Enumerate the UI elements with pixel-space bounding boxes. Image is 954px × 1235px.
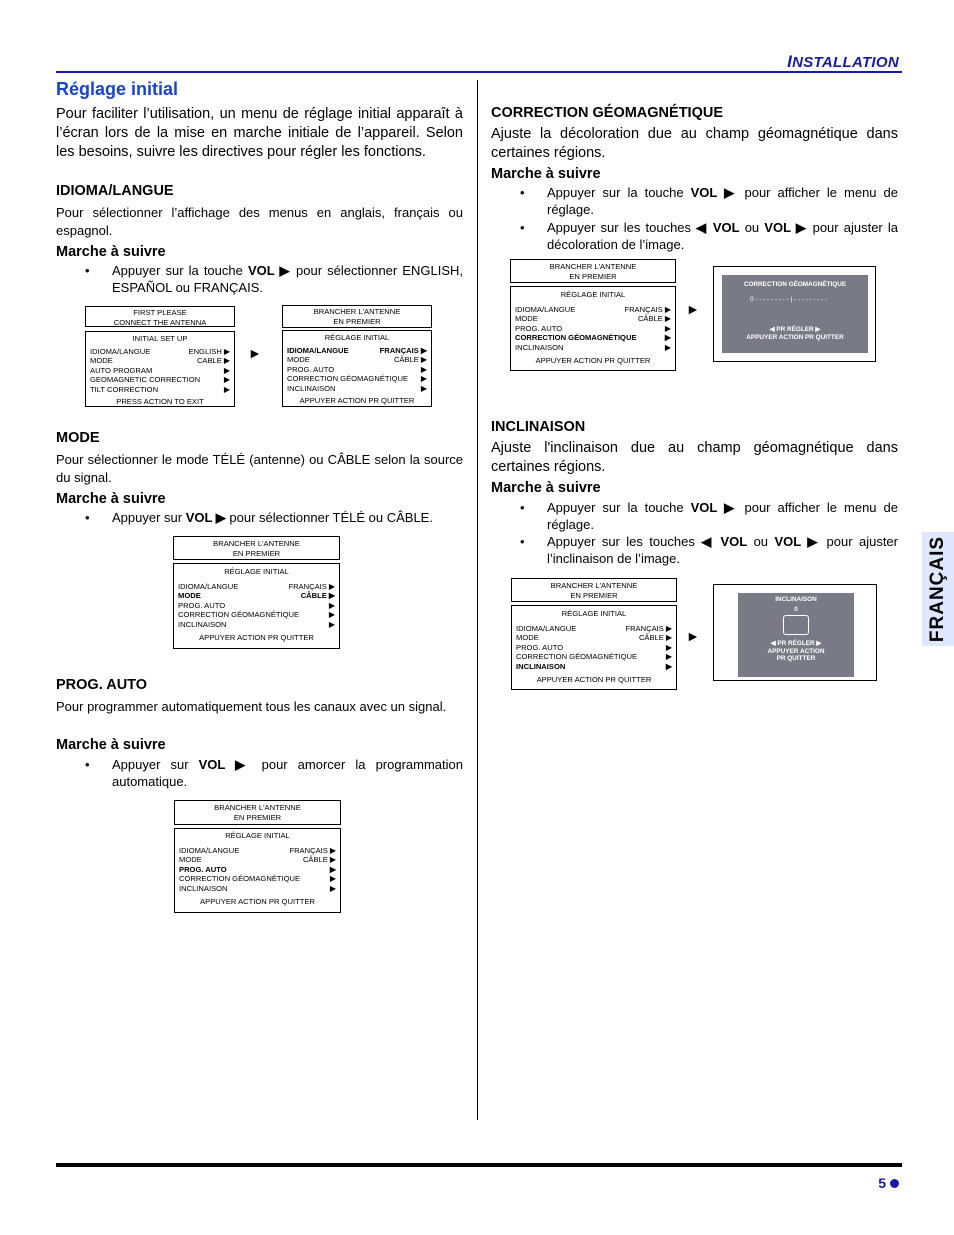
reglage-initial-menu: RÉGLAGE INITIAL IDIOMA/LANGUE FRANÇAIS ▶ MODE CÂBLE ▶ PROG. AUTO ▶ CORRECTION GÉOMAGNÉTIQUE ▶ INCLINAISON ▶ APPUYER ACTION PR QUITTER [173, 563, 340, 649]
menu-header-box: FIRST PLEASE CONNECT THE ANTENNA [85, 306, 235, 327]
mode-heading: MODE [56, 430, 100, 446]
idioma-bullet: • Appuyer sur la touche VOL ▶ pour sélectionner ENGLISH, ESPAÑOL ou FRANÇAIS. [85, 263, 463, 295]
pointer-arrow-icon: ► [686, 628, 700, 644]
page-number: 5 [878, 1175, 899, 1191]
section-title: Réglage initial [56, 79, 179, 99]
reglage-initial-menu: RÉGLAGE INITIAL IDIOMA/LANGUE FRANÇAIS ▶ MODE CÂBLE ▶ PROG. AUTO ▶ CORRECTION GÉOMAGNÉTIQUE ▶ INCLINAISON ▶ APPUYER ACTION PR QUITTER [282, 330, 432, 407]
menu-header-box: BRANCHER L'ANTENNE EN PREMIER [511, 578, 677, 602]
tilt-rectangle-icon [783, 615, 809, 635]
tilt-bullet-1: • Appuyer sur la touche VOL ▶ pour afficher le menu de réglage. [520, 500, 898, 532]
prog-heading: PROG. AUTO [56, 677, 148, 693]
tilt-screen-display: INCLINAISON 0 ◀ PR RÉGLER ▶ APPUYER ACTION PR QUITTER [738, 593, 854, 677]
geo-bullet-1: • Appuyer sur la touche VOL ▶ pour afficher le menu de réglage. [520, 185, 898, 217]
menu-header-box: BRANCHER L'ANTENNE EN PREMIER [173, 536, 340, 560]
intro-paragraph: Pour faciliter l’utilisation, un menu de réglage initial apparaît à l’écran lors de la mise en marche initiale de l’appareil. Selon les besoins, suivre les directives pour régler les fonctions. [56, 106, 463, 160]
tilt-steps-heading: Marche à suivre [491, 480, 601, 496]
idioma-steps-heading: Marche à suivre [56, 244, 166, 260]
column-divider [477, 80, 478, 1120]
mode-bullet: • Appuyer sur VOL ▶ pour sélectionner TÉLÉ ou CÂBLE. [85, 510, 433, 525]
language-side-tab: FRANÇAIS [922, 532, 954, 646]
prog-text: Pour programmer automatiquement tous les canaux avec un signal. [56, 699, 447, 714]
header-rule [56, 71, 902, 73]
tilt-bullet-2: • Appuyer sur les touches ◀ VOL ou VOL ▶ pour ajuster l’inclinaison de l’image. [520, 534, 898, 566]
menu-header-box: BRANCHER L'ANTENNE EN PREMIER [282, 305, 432, 328]
tilt-heading: INCLINAISON [491, 419, 586, 435]
reglage-initial-menu: RÉGLAGE INITIAL IDIOMA/LANGUE FRANÇAIS ▶ MODE CÂBLE ▶ PROG. AUTO ▶ CORRECTION GÉOMAGNÉTIQUE ▶ INCLINAISON ▶ APPUYER ACTION PR QUITTER [510, 286, 676, 371]
geo-screen [713, 266, 876, 362]
initial-setup-menu: INITIAL SET UP IDIOMA/LANGUE ENGLISH ▶ MODE CABLE ▶ AUTO PROGRAM ▶ GEOMAGNETIC CORRECTION ▶ TILT CORRECTION ▶ PRESS ACTION TO EXIT [85, 331, 235, 407]
pointer-arrow-icon: ► [686, 301, 700, 317]
bullet-dot-icon [890, 1179, 899, 1188]
mode-text: Pour sélectionner le mode TÉLÉ (antenne) ou CÂBLE selon la source du signal. [56, 452, 463, 485]
mode-steps-heading: Marche à suivre [56, 491, 166, 507]
prog-steps-heading: Marche à suivre [56, 737, 166, 753]
footer-rule [56, 1163, 902, 1167]
pointer-arrow-icon: ► [248, 345, 262, 361]
prog-bullet: • Appuyer sur VOL ▶ pour amorcer la programmation automatique. [85, 757, 463, 789]
section-header: INSTALLATION [787, 52, 899, 71]
menu-header-box: BRANCHER L'ANTENNE EN PREMIER [510, 259, 676, 283]
geo-screen-display: CORRECTION GÉOMAGNÉTIQUE 0 - - - - - - - - - | - - - - - - - - - ◀ PR RÉGLER ▶ APPUYER ACTION PR QUITTER [722, 275, 868, 353]
idioma-heading: IDIOMA/LANGUE [56, 183, 174, 199]
geo-bullet-2: • Appuyer sur les touches ◀ VOL ou VOL ▶ pour ajuster la décoloration de l’image. [520, 220, 899, 252]
menu-header-box: BRANCHER L'ANTENNE EN PREMIER [174, 800, 341, 825]
idioma-text: Pour sélectionner l’affichage des menus en anglais, français ou espagnol. [56, 205, 463, 238]
reglage-initial-menu: RÉGLAGE INITIAL IDIOMA/LANGUE FRANÇAIS ▶ MODE CÂBLE ▶ PROG. AUTO ▶ CORRECTION GÉOMAGNÉTIQUE ▶ INCLINAISON ▶ APPUYER ACTION PR QUITTER [174, 828, 341, 913]
reglage-initial-menu: RÉGLAGE INITIAL IDIOMA/LANGUE FRANÇAIS ▶ MODE CÂBLE ▶ PROG. AUTO ▶ CORRECTION GÉOMAGNÉTIQUE ▶ INCLINAISON ▶ APPUYER ACTION PR QUITTER [511, 605, 677, 690]
geo-heading: CORRECTION GÉOMAGNÉTIQUE [491, 105, 724, 121]
geo-steps-heading: Marche à suivre [491, 166, 601, 182]
tilt-screen [713, 584, 877, 681]
tilt-intro: Ajuste l'inclinaison due au champ géomagnétique dans certaines régions. [491, 440, 898, 475]
geo-intro: Ajuste la décoloration due au champ géomagnétique dans certaines régions. [491, 126, 898, 161]
